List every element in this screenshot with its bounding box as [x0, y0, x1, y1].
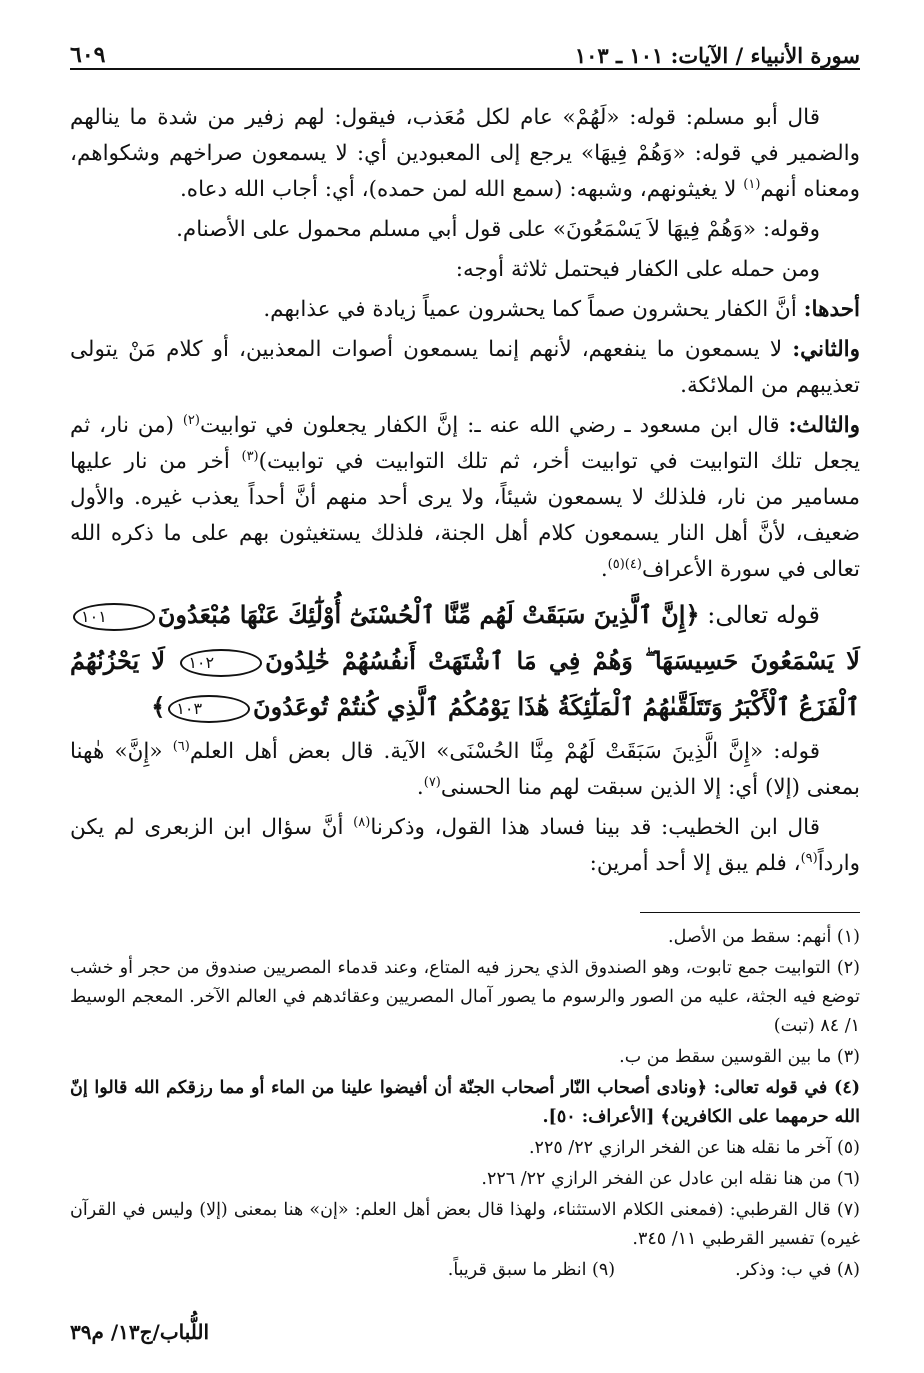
paragraph-1-tail: لا يغيثونهم، وشبهه: (سمع الله لمن حمده)، أي: أجاب الله دعاه.: [179, 177, 744, 202]
second-aspect-text: لا يسمعون ما ينفعهم، لأنهم إنما يسمعون أصوات المعذبين، أو كلام مَنْ يتولى تعذيبهم من الملائكة.: [70, 337, 860, 398]
footnote-4: (٤) في قوله تعالى: ﴿ونادى أصحاب النّار أصحاب الجنّة أن أفيضوا علينا من الماء أو مما رزقكم الله قالوا إنّ الله حرمهما على الكافرين﴾ [الأعراف: ٥٠].: [70, 1078, 860, 1127]
footnotes: [70, 923, 860, 1285]
paragraph-2: وقوله: «وَهُمْ فِيهَا لاَ يَسْمَعُونَ» على قول أبي مسلم محمول على الأصنام.: [176, 217, 820, 242]
footnote-6: (٦) من هنا نقله ابن عادل عن الفخر الرازي ٢٢/ ٢٢٦.: [481, 1169, 860, 1189]
footnote-ref-7: (٧): [423, 774, 441, 790]
footnote-row-8-9: [70, 1256, 860, 1285]
main-text: [70, 100, 860, 882]
footnote-ref-3: (٣): [241, 448, 259, 464]
third-aspect-text-d: .: [600, 557, 608, 582]
paragraph-8-text-c: ، فلم يبق إلا أحد أمرين:: [589, 851, 801, 876]
ayah-number-101: ١٠١: [73, 603, 155, 631]
paragraph-third-aspect: [70, 408, 860, 588]
footnote-9: (٩) انظر ما سبق قريباً.: [447, 1260, 616, 1280]
footnote-5: (٥) آخر ما نقله هنا عن الفخر الرازي ٢٢/ ٢٢٥.: [528, 1138, 860, 1158]
footnote-separator: [640, 912, 860, 913]
footnote-ref-6: (٦): [172, 738, 190, 754]
footnote-ref-1: (١): [743, 176, 761, 192]
footnote-ref-2: (٢): [182, 412, 200, 428]
paragraph-1: [70, 100, 860, 208]
third-aspect-text-b: (من نار، ثم يجعل تلك التوابيت في توابيت أخر، ثم تلك التوابيت في توابيت): [70, 413, 860, 474]
third-aspect-text-c: أخر من نار عليها مسامير من نار، فلذلك لا يسمعون شيئاً، ولا يرى أحد منهم أنَّ أحداً يعذب غيره. والأول ضعيف، لأنَّ أهل النار يسمعون كلام أهل الجنة، فلذلك يستغيثون بهم على ما ذكره الله تعالى في سورة الأعراف: [70, 449, 860, 582]
running-header: [70, 30, 860, 70]
quran-verse-103: لَا يَحْزُنُهُمُ ٱلْفَزَعُ ٱلْأَكْبَرُ وَتَتَلَقَّىٰهُمُ ٱلْمَلَٰٓئِكَةُ هَٰذَا يَوْمُكُمُ ٱلَّذِي كُنتُمْ تُوعَدُونَ: [70, 646, 860, 721]
footnote-1: (١) أنهم: سقط من الأصل.: [668, 927, 860, 947]
page-number: ٦٠٩: [70, 42, 106, 68]
third-aspect-label: والثالث:: [788, 413, 860, 438]
footnote-2: (٢) التوابيت جمع تابوت، وهو الصندوق الذي يحرز فيه المتاع، وعند قدماء المصريين صندوق من حجر أو خشب توضع فيه الجثة، عليه من الصور والرسوم ما يصور آمال المصريين وعقائدهم في العالم الآخر. المعجم الوسيط ١/ ٨٤ (تبت): [70, 958, 860, 1036]
footnote-ref-8: (٨): [353, 814, 371, 830]
ayah-number-102: ١٠٢: [180, 649, 262, 677]
quran-verse-101: ﴿إِنَّ ٱلَّذِينَ سَبَقَتْ لَهُم مِّنَّا ٱلْحُسْنَىٰٓ أُوْلَٰٓئِكَ عَنْهَا مُبْعَدُونَ: [157, 600, 700, 629]
third-aspect-text-a: قال ابن مسعود ـ رضي الله عنه ـ: إنَّ الكفار يجعلون في توابيت: [199, 413, 789, 438]
first-aspect-label: أحدها:: [803, 297, 860, 322]
paragraph-first-aspect: [70, 292, 860, 328]
first-aspect-text: أنَّ الكفار يحشرون صماً كما يحشرون عمياً زيادة في عذابهم.: [263, 297, 804, 322]
paragraph-8: [70, 810, 860, 882]
paragraph-7: [70, 734, 860, 806]
paragraph-second-aspect: [70, 332, 860, 404]
footnote-3: (٣) ما بين القوسين سقط من ب.: [619, 1047, 860, 1067]
surah-title: سورة الأنبياء / الآيات: ١٠١ ـ ١٠٣: [574, 43, 860, 68]
footnote-ref-4-5: (٤)(٥): [607, 556, 642, 572]
quran-verse-102: لَا يَسْمَعُونَ حَسِيسَهَا ۖ وَهُمْ فِي مَا ٱشْتَهَتْ أَنفُسُهُمْ خَٰلِدُونَ: [265, 646, 860, 675]
ayah-number-103: ١٠٣: [168, 695, 250, 723]
signature-mark: اللُّباب/ج١٣/ م٣٩: [70, 1320, 210, 1344]
quran-intro: قوله تعالى:: [699, 601, 820, 629]
footnote-7: (٧) قال القرطبي: (فمعنى الكلام الاستثناء، ولهذا قال بعض أهل العلم: «إن» هنا بمعنى (إلا) وليس في القرآن غيره) تفسير القرطبي ١١/ ٣٤٥.: [70, 1200, 860, 1249]
paragraph-1-text: قال أبو مسلم: قوله: «لَهُمْ» عام لكل مُعَذب، فيقول: لهم زفير من شدة ما ينالهم والضمير في قوله: «وَهُمْ فِيهَا» يرجع إلى المعبودين أي: لا يسمعون صراخهم وشكواهم، ومعناه أنهم: [70, 105, 860, 202]
footnote-ref-9: (٩): [800, 850, 818, 866]
paragraph-8-text-b: أنَّ سؤال ابن الزبعرى لم يكن وارداً: [70, 815, 860, 876]
paragraph-7-text-b: «إِنَّ» هٰهنا بمعنى (إلا) أي: إلا الذين سبقت لهم منا الحسنى: [70, 739, 860, 800]
second-aspect-label: والثاني:: [792, 337, 860, 362]
quran-verses: [70, 592, 860, 730]
page: [70, 30, 860, 1287]
paragraph-8-text-a: قال ابن الخطيب: قد بينا فساد هذا القول، وذكرنا: [370, 815, 820, 840]
footnote-8: (٨) في ب: وذكر.: [735, 1260, 860, 1280]
paragraph-7-text-c: .: [416, 775, 424, 800]
paragraph-3: ومن حمله على الكفار فيحتمل ثلاثة أوجه:: [455, 257, 820, 282]
quran-closing-bracket: ﴾: [151, 692, 166, 721]
paragraph-7-text-a: قوله: «إِنَّ الَّذِينَ سَبَقَتْ لَهُمْ مِنَّا الحُسْنَى» الآية. قال بعض أهل العلم: [189, 739, 820, 764]
